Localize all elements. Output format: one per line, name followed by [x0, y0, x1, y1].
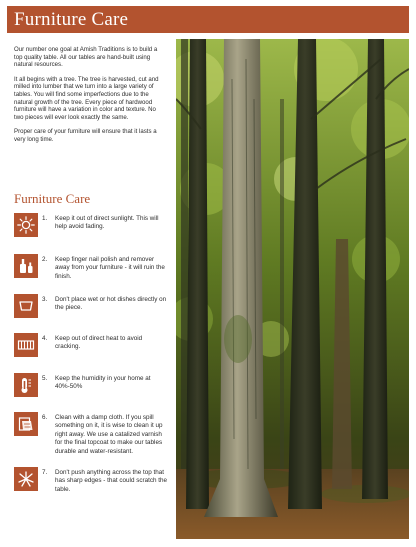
care-section-title: Furniture Care	[14, 191, 91, 206]
care-tip-2	[14, 254, 172, 280]
intro-text	[14, 46, 166, 151]
care-tip-5	[14, 373, 172, 399]
tip-number: 4.	[42, 335, 48, 342]
tip-text: Don't place wet or hot dishes directly on the piece.	[55, 296, 167, 312]
tip-number: 5.	[42, 375, 48, 382]
forest-trees-image	[176, 39, 409, 539]
tip-number: 2.	[42, 256, 48, 263]
care-tip-4	[14, 333, 172, 359]
thermometer-icon	[14, 373, 38, 397]
care-tip-7	[14, 467, 172, 497]
tip-number: 3.	[42, 296, 48, 303]
tip-text: Don't push anything across the top that has sharp edges - that could scratch the table.	[55, 469, 168, 493]
tip-text: Keep out of direct heat to avoid cracking.	[55, 335, 143, 351]
title-bar	[7, 6, 409, 33]
tip-number: 7.	[42, 469, 48, 476]
page-title: Furniture Care	[14, 9, 129, 30]
tip-number: 1.	[42, 215, 48, 222]
dish-icon	[14, 294, 38, 318]
scratch-icon	[14, 467, 38, 491]
nail-polish-icon	[14, 254, 38, 278]
intro-paragraph: Our number one goal at Amish Traditions is to build a top quality table. All our tables are hand-built using natural resources.	[14, 46, 158, 69]
tip-text: Keep the humidity in your home at 40%-50%	[55, 375, 151, 391]
intro-paragraph: It all begins with a tree. The tree is harvested, cut and milled into lumber that we turn into a large variety of tables. You will find some imperfections due to the natural growth of the tree. Every piece of hardwood furniture will have a variation in color and texture. No two pieces will ever look exactly the same.	[14, 75, 159, 121]
tip-text: Keep finger nail polish and remover away from your furniture - it will ruin the finish.	[55, 256, 165, 280]
care-tip-6	[14, 412, 172, 460]
cloth-icon	[14, 412, 38, 436]
intro-paragraph: Proper care of your furniture will ensure that it lasts a very long time.	[14, 128, 157, 143]
tip-number: 6.	[42, 414, 48, 421]
tip-text: Clean with a damp cloth. If you spill something on it, it is wise to clean it up right away. We use a catalized varnish for the final topcoat to make our tables durable and water-resistant.	[55, 414, 163, 455]
tip-text: Keep it out of direct sunlight. This will help avoid fading.	[55, 215, 159, 231]
sun-icon	[14, 213, 38, 237]
care-tip-3	[14, 294, 172, 320]
radiator-icon	[14, 333, 38, 357]
care-tip-1	[14, 213, 172, 239]
